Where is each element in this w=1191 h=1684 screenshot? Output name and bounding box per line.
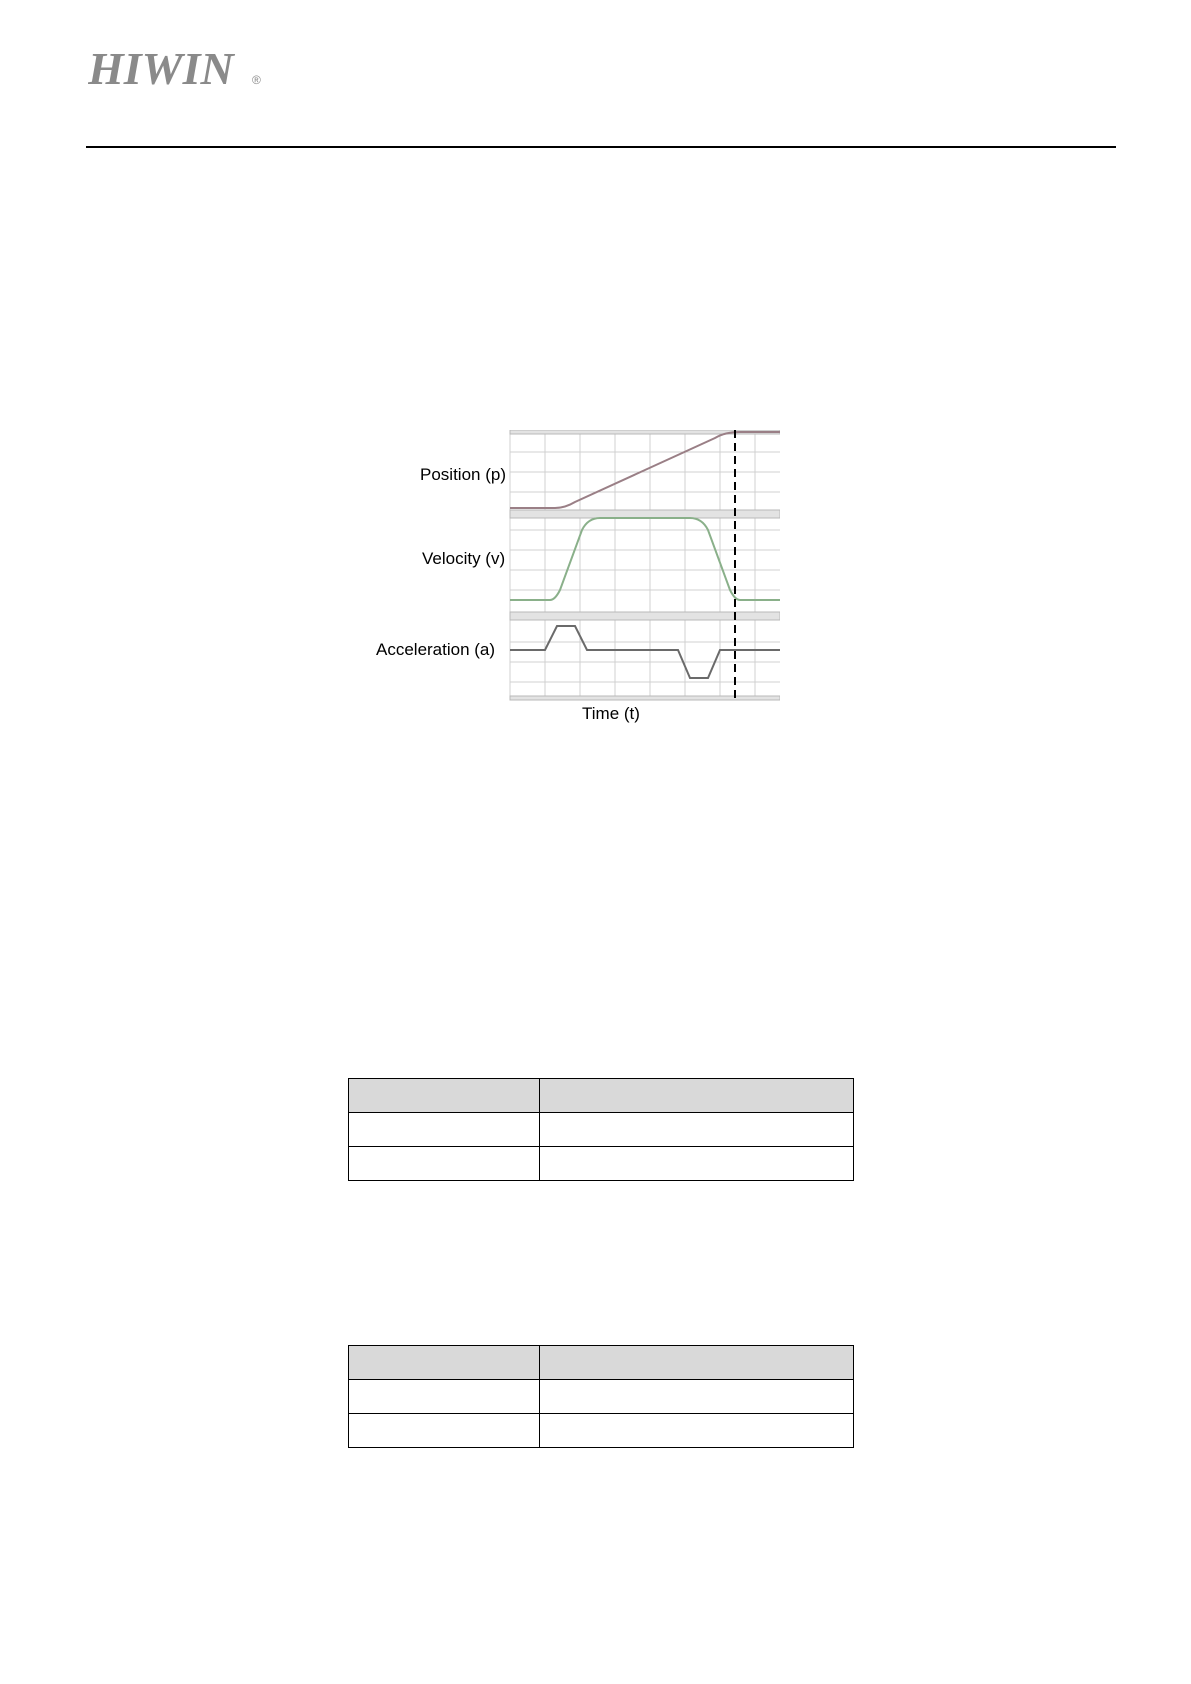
table-row <box>349 1147 854 1181</box>
table-cell <box>540 1147 854 1181</box>
header-rule <box>86 146 1116 148</box>
table-cell <box>349 1113 540 1147</box>
table-row <box>349 1380 854 1414</box>
table-cell <box>540 1113 854 1147</box>
motion-profile-figure <box>360 430 780 730</box>
table-1 <box>348 1078 854 1181</box>
table-cell <box>349 1346 540 1380</box>
registered-mark: ® <box>252 73 261 87</box>
table-row <box>349 1414 854 1448</box>
table-cell <box>349 1380 540 1414</box>
brand-text: HIWIN <box>88 44 234 94</box>
table-cell <box>349 1414 540 1448</box>
time-label: Time (t) <box>582 704 640 723</box>
hiwin-logo <box>88 44 268 94</box>
table-cell <box>540 1414 854 1448</box>
table-header-row <box>349 1079 854 1113</box>
table-cell <box>349 1147 540 1181</box>
table-2 <box>348 1345 854 1448</box>
velocity-label: Velocity (v) <box>422 549 506 568</box>
table-cell <box>540 1380 854 1414</box>
table-cell <box>540 1079 854 1113</box>
position-label: Position (p) <box>420 465 506 484</box>
acceleration-label: Acceleration (a) <box>376 640 496 659</box>
motion-profile-svg <box>360 430 780 730</box>
table-header-row <box>349 1346 854 1380</box>
table-cell <box>540 1346 854 1380</box>
acceleration-trace <box>510 626 780 678</box>
table-row <box>349 1113 854 1147</box>
position-trace <box>510 432 780 508</box>
table-cell <box>349 1079 540 1113</box>
